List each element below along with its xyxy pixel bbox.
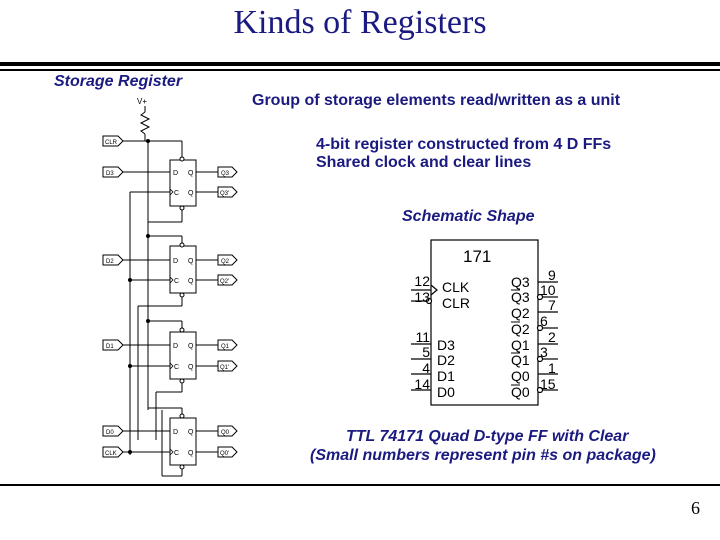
clk-pin-label: CLK — [105, 451, 117, 457]
q1bar-pin-label: Q1' — [220, 365, 230, 371]
pin-num-7: 7 — [548, 297, 556, 313]
d0-pin-label: D0 — [106, 430, 114, 436]
chip-clk-label: CLK — [442, 279, 470, 295]
chip-clr-label: CLR — [442, 295, 471, 311]
q3bar-pin-label: Q3' — [220, 191, 230, 197]
pin-num-12: 12 — [414, 273, 430, 289]
group-description: Group of storage elements read/written as a unit — [252, 92, 621, 109]
chip-q0-label: Q0 — [511, 368, 530, 384]
ff0-q-label: Q — [188, 429, 194, 436]
chip-d1-label: D1 — [437, 368, 455, 384]
ff1-q-label: Q — [188, 343, 194, 350]
q1-pin-label: Q1 — [221, 344, 230, 350]
ff2-q-label: Q — [188, 258, 194, 265]
pin-num-5: 5 — [422, 344, 430, 360]
chip-d2-label: D2 — [437, 352, 455, 368]
ff2-qbar-label: Q — [188, 278, 194, 285]
footer-divider — [0, 484, 720, 486]
ff0-qbar-label: Q — [188, 450, 194, 457]
d3-pin-label: D3 — [106, 171, 114, 177]
ff3-qbar-label: Q — [188, 190, 194, 197]
pin-num-10: 10 — [540, 282, 556, 298]
ff2-c-label: C — [174, 278, 180, 285]
ff1-c-label: C — [174, 364, 180, 371]
construction-description: 4-bit register constructed from 4 D FFs — [316, 136, 612, 153]
chip-q0bar-label: Q0 — [511, 384, 530, 400]
clr-pin-label: CLR — [105, 140, 118, 146]
chip-q3bar-label: Q3 — [511, 289, 530, 305]
q0bar-pin-label: Q0' — [220, 451, 230, 457]
ff0-c-label: C — [174, 450, 180, 457]
pin-note-caption: (Small numbers represent pin #s on package) — [310, 447, 656, 464]
ff1-qbar-label: Q — [188, 364, 194, 371]
pin-num-4: 4 — [422, 360, 430, 376]
slide-title: Kinds of Registers — [233, 4, 487, 41]
chip-q1-label: Q1 — [511, 337, 530, 353]
pin-num-3: 3 — [540, 344, 548, 360]
pin-num-1: 1 — [548, 360, 556, 376]
shared-lines-description: Shared clock and clear lines — [316, 154, 532, 171]
page-number: 6 — [691, 498, 700, 518]
q2-pin-label: Q2 — [221, 259, 230, 265]
ttl-caption: TTL 74171 Quad D-type FF with Clear — [346, 428, 629, 445]
q0-pin-label: Q0 — [221, 430, 230, 436]
ff1-d-label: D — [173, 343, 179, 350]
pin-num-6: 6 — [540, 313, 548, 329]
pin-num-11: 11 — [415, 329, 430, 345]
ff0-d-label: D — [173, 429, 179, 436]
pin-num-2: 2 — [548, 329, 556, 345]
chip-q2bar-label: Q2 — [511, 321, 530, 337]
pin-num-13: 13 — [414, 289, 430, 305]
chip-d0-label: D0 — [437, 384, 455, 400]
pin-num-9: 9 — [548, 267, 556, 283]
d1-pin-label: D1 — [106, 344, 114, 350]
pin-num-15: 15 — [540, 376, 556, 392]
ff3-c-label: C — [174, 190, 180, 197]
pin-num-14: 14 — [414, 376, 430, 392]
ff3-d-label: D — [173, 170, 179, 177]
chip-name: 171 — [463, 247, 492, 266]
chip-q3-label: Q3 — [511, 274, 530, 290]
chip-q2-label: Q2 — [511, 305, 530, 321]
ff2-d-label: D — [173, 258, 179, 265]
storage-register-heading: Storage Register — [54, 73, 183, 90]
ff3-q-label: Q — [188, 170, 194, 177]
chip-d3-label: D3 — [437, 337, 455, 353]
d2-pin-label: D2 — [106, 259, 114, 265]
vcc-label: V+ — [137, 97, 148, 106]
q2bar-pin-label: Q2' — [220, 279, 230, 285]
schematic-shape-heading: Schematic Shape — [402, 208, 535, 225]
chip-q1bar-label: Q1 — [511, 352, 530, 368]
q3-pin-label: Q3 — [221, 171, 230, 177]
